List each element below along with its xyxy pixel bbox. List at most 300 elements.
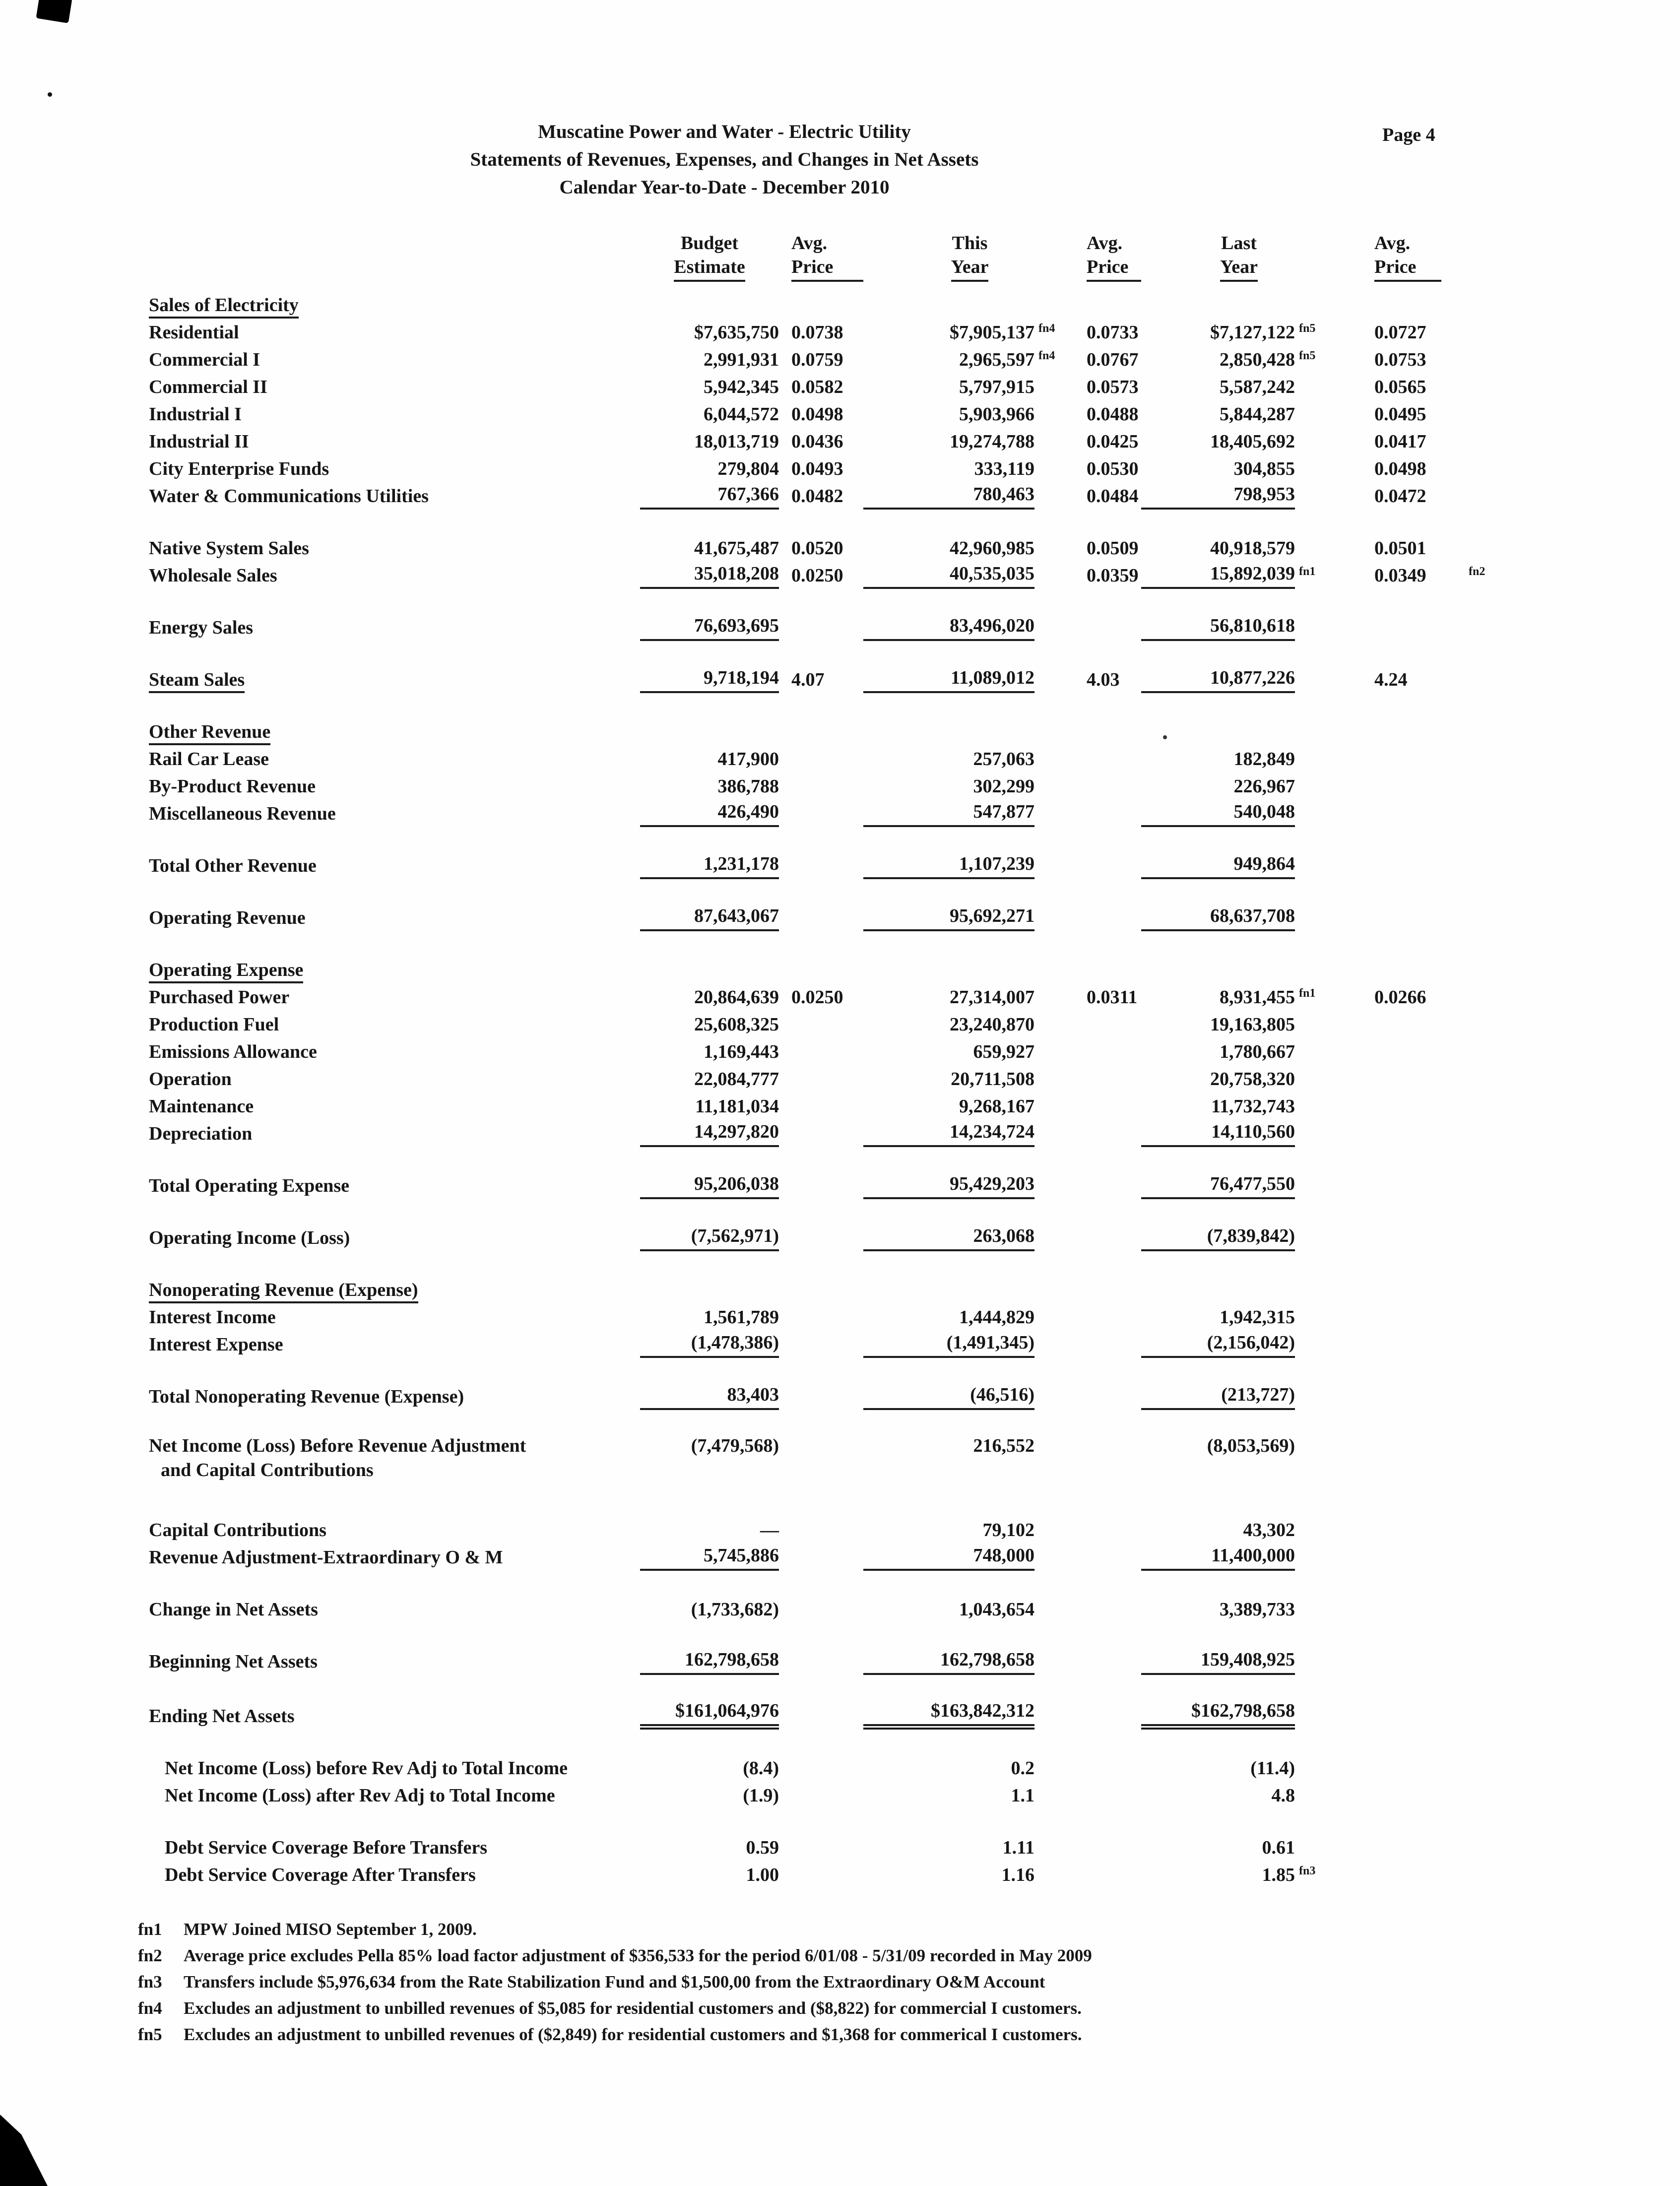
this-year-value: 79,102 (982, 1520, 1034, 1541)
this-year-value: 19,274,788 (950, 431, 1034, 452)
last-year-value: $7,127,122 (1210, 322, 1295, 343)
table-row (149, 745, 1680, 772)
row-label (149, 1279, 640, 1303)
avg-price-last-year-value: 0.0565 (1374, 377, 1426, 397)
footnote-ref-avg-price (1441, 480, 1486, 482)
footnote-ref-avg-price (1441, 1408, 1486, 1410)
footnote-ref-this-year (1034, 507, 1067, 510)
avg-price-this-year-value: 0.0359 (1087, 565, 1139, 586)
avg-price-last-year-value (1327, 1328, 1441, 1331)
footnote-ref-last-year (1295, 981, 1327, 983)
avg-price-budget-value (779, 1672, 863, 1675)
row-label (149, 1519, 640, 1543)
last-year-value: 949,864 (1141, 853, 1295, 879)
footnote-ref-last-year (1295, 565, 1327, 589)
title-line-3: Calendar Year-to-Date - December 2010 (559, 177, 890, 198)
row-label-text: Total Other Revenue (149, 855, 317, 876)
avg-price-last-year-value (1327, 1541, 1441, 1543)
this-year-value: 302,299 (973, 776, 1034, 797)
row-label-text: Maintenance (149, 1096, 254, 1117)
row-label-text: Industrial I (149, 404, 242, 425)
avg-price-this-year-value (1067, 1117, 1141, 1120)
row-label-text: Total Operating Expense (149, 1175, 349, 1196)
row-label-text: Energy Sales (149, 617, 254, 638)
avg-price-budget-value (779, 1035, 863, 1038)
this-year-value (863, 316, 1034, 319)
budget-estimate-value: 162,798,658 (640, 1649, 779, 1675)
avg-price-this-year-value (1067, 1779, 1141, 1782)
row-label (149, 403, 640, 428)
row-spacer (149, 1410, 1680, 1435)
budget-estimate-value: 1,561,789 (704, 1307, 779, 1328)
row-label-text: Capital Contributions (149, 1520, 326, 1541)
avg-price-this-year-value (1067, 1408, 1141, 1410)
avg-price-last-year-value (1327, 929, 1441, 931)
footnote-ref-this-year (1034, 691, 1067, 693)
table-row (149, 1782, 1680, 1809)
row-label (149, 907, 640, 931)
last-year-value: 76,477,550 (1141, 1173, 1295, 1199)
last-year-value: 68,637,708 (1141, 905, 1295, 931)
row-label-text: Nonoperating Revenue (Expense) (149, 1280, 418, 1303)
footnote-ref-avg-price (1441, 797, 1486, 800)
row-label-text: Operation (149, 1069, 232, 1090)
avg-price-budget-value (779, 1355, 863, 1358)
page-number: Page 4 (1382, 125, 1435, 145)
avg-price-this-year-value (1067, 1886, 1141, 1888)
footnote-ref-avg-price (1441, 1727, 1486, 1730)
footnote-ref-this-year (1034, 480, 1067, 482)
row-label (149, 1123, 640, 1147)
avg-price-this-year-value (1067, 877, 1141, 879)
scan-artifact-dot (1163, 735, 1167, 739)
footnote-ref-last-year (1295, 797, 1327, 800)
budget-estimate-value: 2,991,931 (704, 349, 779, 370)
row-label (149, 1334, 640, 1358)
footnote-line (138, 1995, 1680, 2021)
section-header-row (149, 956, 1680, 983)
this-year-value: (1,491,345) (863, 1332, 1034, 1358)
last-year-value: 43,302 (1243, 1520, 1295, 1541)
budget-estimate-value: 95,206,038 (640, 1173, 779, 1199)
table-row (149, 1648, 1680, 1675)
table-row (149, 1834, 1680, 1861)
footnote-ref-avg-price (1441, 452, 1486, 455)
footnote-ref-last-year (1295, 1620, 1327, 1623)
avg-price-last-year-value (1327, 1145, 1441, 1147)
column-header-line1: Avg. (1374, 233, 1411, 254)
table-row (149, 852, 1680, 879)
footnote-ref-this-year (1034, 322, 1067, 346)
footnote-ref-avg-price (1441, 877, 1486, 879)
row-label-line2: and Capital Contributions (161, 1460, 374, 1480)
footnote-ref-last-year (1295, 1117, 1327, 1120)
row-label (149, 1175, 640, 1199)
footnote-ref-avg-price (1441, 1779, 1486, 1782)
row-label (149, 1095, 640, 1120)
row-spacer (149, 827, 1680, 852)
this-year-value: 780,463 (863, 483, 1034, 510)
last-year-value: 1,780,667 (1220, 1041, 1295, 1062)
section-header-row (149, 291, 1680, 319)
table-row (149, 800, 1680, 827)
row-label-text: Interest Expense (149, 1334, 283, 1355)
footnote-id: fn4 (138, 1998, 162, 2018)
this-year-value: 11,089,012 (863, 667, 1034, 693)
table-row (149, 1383, 1680, 1410)
row-label-text: Commercial II (149, 377, 267, 397)
avg-price-budget-value: 0.0482 (791, 486, 843, 507)
avg-price-budget-value (779, 1435, 863, 1437)
footnote-ref-this-year (1034, 349, 1067, 373)
table-row (149, 1120, 1680, 1147)
last-year-value: 40,918,579 (1210, 538, 1295, 559)
last-year-value: (8,053,569) (1207, 1435, 1295, 1456)
budget-estimate-value: $161,064,976 (640, 1700, 779, 1730)
table-row (149, 1754, 1680, 1782)
footnote-ref-avg-price (1441, 1008, 1486, 1011)
footnote-ref-this-year (1034, 1117, 1067, 1120)
avg-price-last-year-value (1327, 797, 1441, 800)
footnote-ref-avg-price (1441, 371, 1486, 373)
table-row (149, 1861, 1680, 1888)
avg-price-this-year-value (1067, 770, 1141, 772)
avg-price-last-year-value (1327, 1806, 1441, 1809)
avg-price-budget-value (779, 770, 863, 772)
footnote-ref-avg-price (1441, 981, 1486, 983)
avg-price-last-year-value (1327, 1779, 1441, 1782)
footnote-ref-this-year (1034, 825, 1067, 827)
budget-estimate-value: (7,562,971) (640, 1225, 779, 1251)
this-year-value: 216,552 (973, 1435, 1034, 1456)
footnote-ref-this-year (1034, 1197, 1067, 1199)
footnote-ref-this-year (1034, 1328, 1067, 1331)
table-row (149, 1172, 1680, 1199)
budget-estimate-value: 83,403 (640, 1384, 779, 1410)
table-row (149, 534, 1680, 562)
row-label-text: Operating Revenue (149, 907, 306, 928)
footnote-ref-last-year (1295, 691, 1327, 693)
row-label (149, 1435, 640, 1486)
footnote-ref-this-year (1034, 452, 1067, 455)
avg-price-last-year-value: 0.0495 (1374, 404, 1426, 425)
row-label (149, 376, 640, 400)
footnote-ref-this-year (1034, 877, 1067, 879)
avg-price-budget-value: 4.07 (791, 669, 825, 690)
footnote-ref-last-year (1295, 398, 1327, 400)
footnote-ref-last-year (1295, 316, 1327, 319)
footnote-ref-last-year (1295, 1672, 1327, 1675)
footnote-ref-last-year (1295, 770, 1327, 772)
avg-price-this-year-value (1067, 797, 1141, 800)
row-label-text: Net Income (Loss) before Rev Adj to Total Income (165, 1758, 568, 1779)
column-header-avg-price-3 (1327, 231, 1441, 284)
column-header-avg-price-1 (779, 231, 863, 284)
last-year-value: 4.8 (1271, 1785, 1295, 1806)
this-year-value: 83,496,020 (863, 615, 1034, 641)
footnote-ref-last-year (1295, 639, 1327, 641)
row-label (149, 669, 640, 693)
footnote-line (138, 1969, 1680, 1995)
last-year-value: 3,389,733 (1220, 1599, 1295, 1620)
last-year-value: 1.85 (1262, 1865, 1295, 1885)
table-row (149, 1543, 1680, 1571)
row-label-text: Interest Income (149, 1307, 276, 1328)
column-header-this-year (884, 231, 1055, 284)
this-year-value (863, 1301, 1034, 1303)
avg-price-budget-value (779, 1568, 863, 1571)
footnote-ref-this-year (1034, 1541, 1067, 1543)
footnote-ref-avg-price (1441, 1886, 1486, 1888)
last-year-value: 19,163,805 (1210, 1014, 1295, 1035)
footnote-ref-this-year (1034, 1301, 1067, 1303)
footnote-ref-avg-price (1441, 1301, 1486, 1303)
footnote-ref-avg-price (1441, 1090, 1486, 1093)
section-header-row (149, 1276, 1680, 1303)
last-year-value: 226,967 (1233, 776, 1295, 797)
avg-price-budget-value (779, 316, 863, 319)
footnote-text: Excludes an adjustment to unbilled revenues of ($2,849) for residential customers and $1,368 for commerical I customers. (184, 2025, 1082, 2044)
row-label (149, 748, 640, 772)
column-header-line1: Avg. (1087, 233, 1123, 254)
avg-price-last-year-value (1327, 877, 1441, 879)
this-year-value: 1.11 (1002, 1837, 1034, 1858)
avg-price-this-year-value (1067, 1568, 1141, 1571)
footnote-ref-avg-price (1441, 1806, 1486, 1809)
footnote-ref-avg-price (1441, 1568, 1486, 1571)
avg-price-last-year-value: 0.0501 (1374, 538, 1426, 559)
row-label (149, 959, 640, 983)
budget-estimate-value: 41,675,487 (694, 538, 779, 559)
budget-estimate-value: 18,013,719 (694, 431, 779, 452)
footnote-ref-this-year (1034, 1408, 1067, 1410)
budget-estimate-value: 417,900 (717, 749, 779, 770)
avg-price-this-year-value: 0.0767 (1087, 349, 1139, 370)
budget-estimate-value: 1.00 (746, 1865, 779, 1885)
footnote-ref-avg-price (1441, 1117, 1486, 1120)
avg-price-last-year-value (1327, 1859, 1441, 1861)
row-label (149, 775, 640, 800)
row-label (149, 349, 640, 373)
row-label (149, 1306, 640, 1331)
column-header-line1: Avg. (791, 233, 828, 254)
budget-estimate-value: 6,044,572 (704, 404, 779, 425)
row-label-text: Revenue Adjustment-Extraordinary O & M (149, 1547, 503, 1568)
footnote-ref-last-year (1295, 1090, 1327, 1093)
row-spacer (149, 589, 1680, 614)
footnote-ref-this-year (1034, 1620, 1067, 1623)
avg-price-budget-value: 0.0250 (791, 987, 843, 1008)
column-header-spacer (1441, 282, 1486, 284)
footnote-ref-last-year (1295, 322, 1327, 346)
footnote-ref-text: fn5 (1299, 322, 1316, 335)
row-label (149, 1386, 640, 1410)
budget-estimate-value: (1.9) (743, 1785, 779, 1806)
footnote-ref-text: fn4 (1038, 322, 1055, 335)
footnote-ref-avg-price (1441, 1620, 1486, 1623)
table-row (149, 1516, 1680, 1543)
row-label (149, 431, 640, 455)
avg-price-last-year-value: 0.0472 (1374, 486, 1426, 507)
footnote-ref-avg-price (1441, 1672, 1486, 1675)
avg-price-this-year-value: 0.0733 (1087, 322, 1139, 343)
avg-price-budget-value (779, 1090, 863, 1093)
avg-price-last-year-value: 0.0349 (1374, 565, 1426, 586)
statement-rows (149, 291, 1680, 1888)
avg-price-last-year-value: 0.0753 (1374, 349, 1426, 370)
avg-price-budget-value (779, 1328, 863, 1331)
column-headers (149, 231, 1680, 284)
footnote-text: Excludes an adjustment to unbilled revenues of $5,085 for residential customers and ($8,822) for commercial I customers. (184, 1998, 1082, 2018)
footnote-text: Transfers include $5,976,634 from the Rate Stabilization Fund and $1,500,00 from the Extraordinary O&M Account (184, 1972, 1045, 1992)
this-year-value: 0.2 (1011, 1758, 1034, 1779)
avg-price-this-year-value (1067, 1145, 1141, 1147)
row-label (149, 1546, 640, 1571)
table-row (149, 373, 1680, 400)
row-label (149, 458, 640, 482)
avg-price-this-year-value (1067, 1859, 1141, 1861)
avg-price-this-year-value (1067, 1541, 1141, 1543)
footnote-ref-last-year (1295, 1727, 1327, 1730)
this-year-value: 1.16 (1001, 1865, 1034, 1885)
avg-price-this-year-value (1067, 1328, 1141, 1331)
avg-price-budget-value (779, 825, 863, 827)
avg-price-this-year-value: 0.0425 (1087, 431, 1139, 452)
this-year-value: 547,877 (863, 801, 1034, 827)
footnote-ref-this-year (1034, 1355, 1067, 1358)
last-year-value: 1,942,315 (1220, 1307, 1295, 1328)
footnote-ref-this-year (1034, 1806, 1067, 1809)
avg-price-this-year-value (1067, 1435, 1141, 1437)
row-label (149, 1757, 640, 1782)
avg-price-budget-value: 0.0493 (791, 458, 843, 479)
this-year-value: 257,063 (973, 749, 1034, 770)
row-spacer (149, 693, 1680, 718)
row-label (149, 321, 640, 346)
avg-price-last-year-value: 0.0498 (1374, 458, 1426, 479)
row-label (149, 1837, 640, 1861)
footnote-ref-avg-price (1441, 825, 1486, 827)
last-year-value: 18,405,692 (1210, 431, 1295, 452)
footnote-ref-this-year (1034, 1035, 1067, 1038)
this-year-value: 14,234,724 (863, 1121, 1034, 1147)
section-header-row (149, 718, 1680, 745)
footnote-id: fn5 (138, 2025, 162, 2044)
row-label-text: Depreciation (149, 1123, 253, 1144)
this-year-value: 659,927 (973, 1041, 1034, 1062)
this-year-value: $163,842,312 (863, 1700, 1034, 1730)
column-header-line1: Budget (680, 233, 739, 254)
footnote-ref-text: fn3 (1299, 1865, 1316, 1877)
avg-price-last-year-value (1327, 1672, 1441, 1675)
last-year-value: (2,156,042) (1141, 1332, 1295, 1358)
table-row (149, 614, 1680, 641)
table-row (149, 1331, 1680, 1358)
row-label-text: Steam Sales (149, 669, 245, 693)
avg-price-this-year-value (1067, 639, 1141, 641)
budget-estimate-value (640, 1301, 779, 1303)
last-year-value: 10,877,226 (1141, 667, 1295, 693)
avg-price-last-year-value (1327, 1063, 1441, 1065)
row-spacer (149, 1486, 1680, 1516)
footnote-ref-this-year (1034, 398, 1067, 400)
footnote-ref-this-year (1034, 316, 1067, 319)
budget-estimate-value: (1,478,386) (640, 1332, 779, 1358)
budget-estimate-value: 20,864,639 (694, 987, 779, 1008)
this-year-value: 27,314,007 (950, 987, 1034, 1008)
footnote-ref-last-year (1295, 1145, 1327, 1147)
table-row (149, 1038, 1680, 1065)
avg-price-budget-value: 0.0250 (791, 565, 843, 586)
row-label-text: Net Income (Loss) after Rev Adj to Total Income (165, 1785, 555, 1806)
avg-price-budget-value (779, 1886, 863, 1888)
last-year-value: 11,400,000 (1141, 1544, 1295, 1571)
row-label (149, 1705, 640, 1730)
footnote-line (138, 1916, 1680, 1942)
avg-price-this-year-value (1067, 1620, 1141, 1623)
this-year-value: 2,965,597 (959, 349, 1034, 370)
footnote-ref-avg-price (1441, 770, 1486, 772)
title-line-1: Muscatine Power and Water - Electric Utility (538, 121, 911, 142)
last-year-value: 14,110,560 (1141, 1121, 1295, 1147)
avg-price-budget-value (779, 1541, 863, 1543)
row-label-text: Miscellaneous Revenue (149, 803, 336, 824)
avg-price-this-year-value: 0.0488 (1087, 404, 1139, 425)
this-year-value (863, 981, 1034, 983)
footnote-ref-avg-price (1441, 1435, 1486, 1437)
column-header-last-year (1162, 231, 1316, 284)
footnote-ref-last-year (1295, 1249, 1327, 1251)
footnote-text: Average price excludes Pella 85% load factor adjustment of $356,533 for the period 6/01/08 - 5/31/09 recorded in May 2009 (184, 1946, 1092, 1965)
footnote-ref-last-year (1295, 1435, 1327, 1437)
avg-price-budget-value (779, 877, 863, 879)
row-label (149, 565, 640, 589)
avg-price-budget-value (779, 929, 863, 931)
avg-price-budget-value (779, 981, 863, 983)
footnote-id: fn3 (138, 1972, 162, 1992)
avg-price-this-year-value (1067, 743, 1141, 745)
budget-estimate-value: 0.59 (746, 1837, 779, 1858)
table-row (149, 666, 1680, 693)
avg-price-budget-value: 0.0759 (791, 349, 843, 370)
row-label (149, 537, 640, 562)
last-year-value: 15,892,039 (1141, 563, 1295, 589)
financial-statement-table (149, 231, 1680, 1888)
avg-price-budget-value (779, 797, 863, 800)
footnote-ref-last-year (1295, 1301, 1327, 1303)
footnote-ref-last-year (1295, 987, 1327, 1011)
budget-estimate-value: 76,693,695 (640, 615, 779, 641)
last-year-value: 5,844,287 (1220, 404, 1295, 425)
row-label (149, 1599, 640, 1623)
row-spacer (149, 1199, 1680, 1224)
footnote-ref-this-year (1034, 743, 1067, 745)
last-year-value: 540,048 (1141, 801, 1295, 827)
avg-price-last-year-value (1327, 1117, 1441, 1120)
footnote-line (138, 1942, 1680, 1969)
budget-estimate-value (640, 316, 779, 319)
last-year-value: (213,727) (1141, 1384, 1295, 1410)
avg-price-last-year-value (1327, 825, 1441, 827)
budget-estimate-value: (1,733,682) (691, 1599, 779, 1620)
footnote-ref-avg-price (1441, 691, 1486, 693)
table-row (149, 1435, 1680, 1486)
this-year-value: 263,068 (863, 1225, 1034, 1251)
row-spacer (149, 1251, 1680, 1276)
last-year-value (1141, 316, 1295, 319)
last-year-value: (11.4) (1250, 1758, 1295, 1779)
footnote-ref-avg-price (1441, 1035, 1486, 1038)
